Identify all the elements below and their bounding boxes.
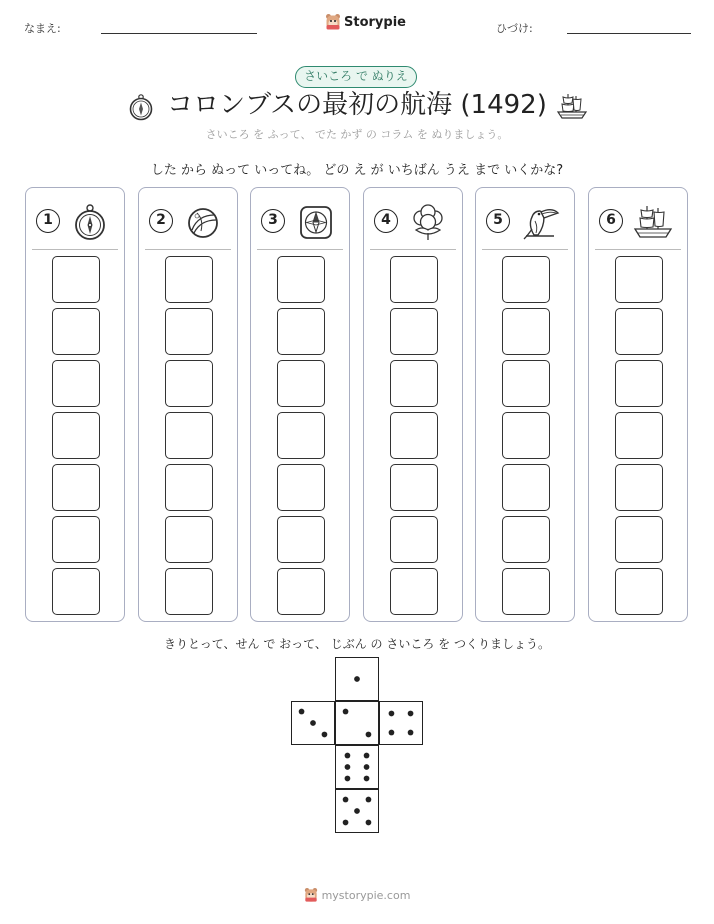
coloring-box[interactable] xyxy=(165,360,213,407)
coloring-box[interactable] xyxy=(502,360,550,407)
coloring-box[interactable] xyxy=(52,568,100,615)
column-header xyxy=(251,188,349,248)
column-5 xyxy=(475,187,575,622)
sailing-ship-icon xyxy=(556,91,588,121)
coloring-box[interactable] xyxy=(52,516,100,563)
coloring-box[interactable] xyxy=(277,256,325,303)
coloring-box[interactable] xyxy=(615,360,663,407)
column-header xyxy=(139,188,237,248)
coloring-box[interactable] xyxy=(277,516,325,563)
coloring-box[interactable] xyxy=(165,412,213,459)
dice-face-5 xyxy=(335,789,379,833)
navigation-compass-icon xyxy=(295,203,335,241)
column-header xyxy=(589,188,687,248)
column-header xyxy=(476,188,574,248)
footer xyxy=(0,887,714,903)
dice-face-4 xyxy=(379,701,423,745)
brand-logo xyxy=(325,13,406,31)
coloring-box[interactable] xyxy=(277,464,325,511)
coloring-box[interactable] xyxy=(615,256,663,303)
name-field-line[interactable] xyxy=(101,33,257,34)
coloring-box[interactable] xyxy=(390,568,438,615)
name-label: なまえ: xyxy=(24,22,61,35)
storypie-mascot-icon xyxy=(325,13,341,31)
cotton-flower-icon xyxy=(408,203,448,241)
coloring-box[interactable] xyxy=(277,412,325,459)
coloring-box[interactable] xyxy=(615,568,663,615)
coloring-box[interactable] xyxy=(502,568,550,615)
coloring-box[interactable] xyxy=(502,256,550,303)
coloring-box[interactable] xyxy=(390,464,438,511)
column-number: 4 xyxy=(374,209,398,233)
coloring-box[interactable] xyxy=(52,360,100,407)
coloring-box[interactable] xyxy=(165,256,213,303)
coloring-box[interactable] xyxy=(502,516,550,563)
coloring-box[interactable] xyxy=(390,516,438,563)
date-label: ひづけ: xyxy=(496,22,533,35)
column-4 xyxy=(363,187,463,622)
column-divider xyxy=(32,249,118,250)
dice-face-1 xyxy=(335,657,379,701)
sailing-ship-icon xyxy=(633,203,673,241)
storypie-mascot-icon xyxy=(304,887,318,903)
dice-face-6 xyxy=(335,745,379,789)
brand-name: Storypie xyxy=(344,14,406,30)
coloring-box[interactable] xyxy=(165,516,213,563)
coloring-box[interactable] xyxy=(52,308,100,355)
coloring-box[interactable] xyxy=(615,464,663,511)
coloring-box[interactable] xyxy=(615,412,663,459)
coloring-box[interactable] xyxy=(390,308,438,355)
column-header xyxy=(26,188,124,248)
date-field-line[interactable] xyxy=(567,33,691,34)
compass-icon xyxy=(70,203,110,241)
coloring-box[interactable] xyxy=(52,256,100,303)
coloring-box[interactable] xyxy=(165,464,213,511)
coloring-box[interactable] xyxy=(165,568,213,615)
column-number: 1 xyxy=(36,209,60,233)
coloring-box[interactable] xyxy=(52,464,100,511)
coloring-box[interactable] xyxy=(390,256,438,303)
column-divider xyxy=(145,249,231,250)
coloring-box[interactable] xyxy=(52,412,100,459)
column-number: 3 xyxy=(261,209,285,233)
coloring-box[interactable] xyxy=(165,308,213,355)
column-3 xyxy=(250,187,350,622)
marble-icon xyxy=(183,203,223,241)
coloring-box[interactable] xyxy=(390,412,438,459)
toucan-icon xyxy=(520,203,560,241)
footer-url[interactable]: mystorypie.com xyxy=(321,888,411,902)
column-6 xyxy=(588,187,688,622)
page-title: コロンブスの最初の航海 (1492) xyxy=(167,90,547,120)
column-divider xyxy=(257,249,343,250)
coloring-box[interactable] xyxy=(615,516,663,563)
dice-face-2 xyxy=(335,701,379,745)
dice-face-3 xyxy=(291,701,335,745)
column-number: 2 xyxy=(149,209,173,233)
coloring-box[interactable] xyxy=(277,360,325,407)
column-2 xyxy=(138,187,238,622)
dice-net xyxy=(291,657,425,835)
coloring-box[interactable] xyxy=(502,464,550,511)
column-header xyxy=(364,188,462,248)
coloring-box[interactable] xyxy=(277,568,325,615)
column-number: 6 xyxy=(599,209,623,233)
column-divider xyxy=(482,249,568,250)
column-number: 5 xyxy=(486,209,510,233)
column-divider xyxy=(370,249,456,250)
coloring-box[interactable] xyxy=(277,308,325,355)
subtitle: さいころ を ふって、 でた かず の コラム を ぬりましょう。 xyxy=(205,128,509,141)
column-divider xyxy=(595,249,681,250)
coloring-box[interactable] xyxy=(390,360,438,407)
activity-badge: さいころ で ぬりえ xyxy=(295,66,417,88)
cut-instruction: きりとって、せん で おって、 じぶん の さいころ を つくりましょう。 xyxy=(164,637,550,651)
coloring-box[interactable] xyxy=(615,308,663,355)
column-1 xyxy=(25,187,125,622)
coloring-box[interactable] xyxy=(502,308,550,355)
coloring-box[interactable] xyxy=(502,412,550,459)
instruction-text: した から ぬって いってね。 どの え が いちばん うえ まで いくかな? xyxy=(150,163,564,178)
